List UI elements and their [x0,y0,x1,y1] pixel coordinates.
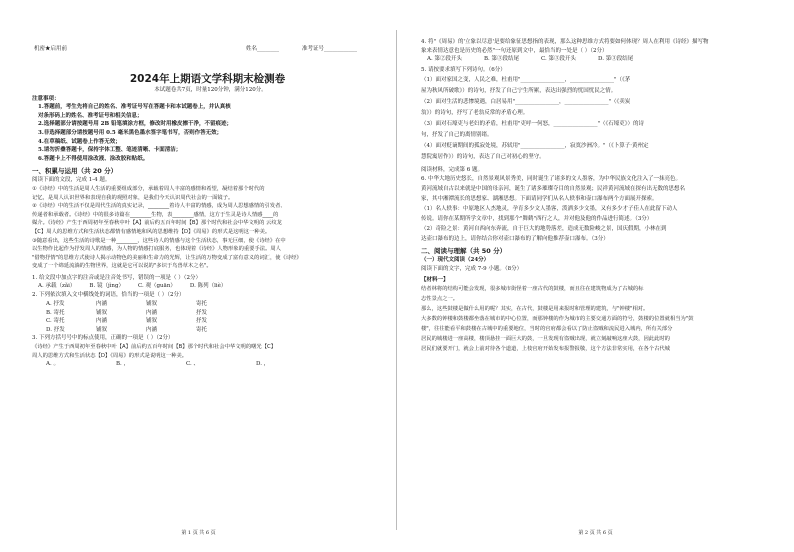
q5-line: （3）面对石壕吏与老妇的矛盾，杜甫用"吏呼一何怒，________________"（《石壕吏》）的诗 [421,120,645,127]
q6-line: （2）奇险之景：黄河自西向东奔流，自于巨大的地势落差，造成无数险峻之景，国庆假期，小林在到 [421,226,667,233]
passage-line: 以生物作比起作为抒发周人的情感，为人物的情感打底服务，也体现着《诗经》人物形象的重要手法。周人 [32,246,281,253]
option-cell: 内涵 [146,326,158,333]
option-row[interactable] [46,326,383,335]
option-c[interactable]: C. 第③段开头 [541,56,577,63]
q3-options [46,360,383,369]
q1-options [32,282,383,291]
q6-line: 6. 中华大地历史悠长，自然景观风景秀美，同时诞生了诸多的文人墨客，为中华民族文化注入了一抹亮色。 [421,176,681,183]
q5-line: 慧院寓居作》）的诗句，表达了自己对初心的坚守。 [421,153,545,160]
q6-line: （1）名人轶事：中原地区人杰地灵，孕育多少文人墨客，泼洒多少文墨，又有多少才子佳人在此留下动人 [421,206,678,213]
note-item: 2.选择题部分请按题号用 2B 铅笔填涂方框，修改时用橡皮擦干净，不留痕迹； [38,121,233,128]
q6-line: 黄河流域自古以来就是中国的母亲河，诞生了诸多璀璨夺目的自然景观；民祥黄河流域在探有出无数的思想名 [421,186,686,193]
option-row[interactable] [46,309,383,318]
exam-number-field: 准考证号____________ [302,46,358,52]
note-item: 6.答题卡上不得使用涂改液、涂改胶和贴纸。 [38,155,149,162]
option-cell: B. 寄托 [46,309,65,316]
name-field: 姓名________ [246,46,280,52]
q6-line: 达壶口瀑布的边上，请你结合你对壶口瀑布的了解向他推荐壶口瀑布。（3分） [421,236,609,243]
option-cell: 内涵 [96,301,108,308]
option-b[interactable]: B. 镜（jìng） [89,283,124,290]
q4-options [421,55,774,64]
note-item: 4.在草稿纸、试题卷上作答无效； [38,138,121,145]
question-1: 1. 给文段中加点字的注音或是注音处书写，错误的一项是（ ）（2分） [32,274,201,281]
question-5: 5. 请按要求填写下列诗句。（6分） [421,67,506,74]
q6-line: 传说。请你在某期所学文章中，找到那个"舞鹤"西行之人，并对他及他的作品进行简述。（3分） [421,216,653,223]
question-6 [421,174,774,244]
option-cell: 内涵 [96,318,108,325]
subsection-heading: （一）现代文阅读（24分） [421,257,490,264]
option-a[interactable]: A. 承载（zǎi） [38,283,76,290]
note-item: 5.请勿折叠答题卡，保持字体工整、笔迹清晰、卡面清洁； [38,147,182,154]
q2-options [32,300,383,334]
q5-items [421,75,774,163]
passage-line: 变成了一个绵延流淌的生物世界，这就是它可以说的"多识于鸟兽草木之名"。 [32,263,212,270]
passage-line: 大多数的钟楼和鼓楼都坐落在城市的中心位置，而那钟楼的作为城市的主要交通方面的符号，鼓楼的位置就相当为"鼓 [421,316,694,323]
exam-title: 2024年上期语文学科期末检测卷 [129,73,286,85]
option-cell: 铺叙 [96,309,108,316]
note-item: 对条形码上的姓名、准考证号和相关信息； [38,112,143,119]
q5-line: （1）面对家国之变，人民之难，杜甫用"________________，________________"（《茅 [421,76,631,83]
option-cell: 寄托 [196,301,208,308]
option-d[interactable]: D. ， [256,361,270,368]
right-page [397,0,794,552]
passage-line: 那么，这些鼓楼是做什么用的呢？其实，在古代，鼓楼是用来报时和管理的建筑，与"钟楼"相对。 [421,306,649,313]
q5-line: 翁》）的诗句，抒写了老翁反常的矛盾心理。 [421,109,529,116]
note-item: 3.非选择题部分请按题号用 0.5 毫米黑色墨水签字笔书写，否则作答无效； [38,129,223,136]
q5-line: （2）面对生活的悲惨境遇，白居易用"________________，________________"（《卖炭 [421,98,631,105]
passage-line: "借物抒情"的思维方式使诗人揭示动物色的美丽和生命力的光辉，让生活的万物变成了富有意义的词汇，使《诗经》 [32,254,302,261]
question-4-line: 象来表情达意也是历史的必然"一句还原到文中，最恰当的一处是（ ）（2分） [421,47,608,54]
option-c[interactable]: C. 、 [186,361,200,368]
option-b[interactable]: B. ， [116,361,130,368]
passage-line: ③随意看出，这些生活的诗歌是一种________，这些诗人的情感与这个生活状态，事无巨细，使《诗经》在中 [32,237,286,244]
option-cell: A. 抒发 [46,301,65,308]
page-number: 第 1 页 共 6 页 [181,530,216,536]
secret-mark: 机密★启用前 [34,46,68,52]
passage-line: ①《诗经》中的生活是周人生活的重要组成部分，承载着周人丰富的感情和希望，凝结着那个时代的 [32,185,265,192]
option-b[interactable]: B. 第③段结尾 [483,56,520,63]
option-cell: D. 抒发 [46,326,65,333]
reading-intro: 阅读下面的文字，完成 7-9 小题。（8分） [421,265,523,272]
option-cell: 抒发 [196,318,208,325]
passage-line: 居民们就要开门，就会上前对待各个道道，上枝官府开始发布报警报敬，这个方法非常实用，在各个古代城 [421,346,670,353]
option-c[interactable]: C. 观（guān） [137,283,176,290]
material-passage [421,284,774,354]
question-4-line: 4. 将"《周易》的'立象以尽意'是要给象征思想指的表现，那么这种思维方式将要如何体现？周人在利用《诗经》描写物 [421,39,709,45]
option-d[interactable]: D. 陈列（liè） [189,283,227,290]
q3-text-line: 《诗经》产生于西周初年至春秋中叶【A】前后约五百年时间【B】那个时代和社会中华文明的曙光【C】 [32,344,277,351]
option-cell: C. 寄托 [46,318,65,325]
q5-line: 屋为秋风所破歌》）的诗句，抒发了自己宁生所累，表达出强烈的忧国忧民之情。 [421,87,617,94]
q5-line: 句，抒发了自己的离情别绪。 [421,131,493,138]
notes-list [32,103,383,163]
passage-line: 传递者和承载者。《诗经》中的很多诗篇在________生物，表________感情，这方于生灵是诗人情感____的 [32,211,279,218]
option-a[interactable]: A. 。 [46,361,59,368]
passage-line: 志性景点之一。 [421,296,459,303]
q3-text-line: 周人的思维方式和生活状态【D】《周易》的形式是说明这一种美。 [32,352,188,359]
option-cell: 铺叙 [146,301,158,308]
section-heading: 一、积累与运用（共 20 分） [32,167,118,176]
q5-line: （4）面对贬谪期间的孤寂处境，苏轼用"________________，寂寞沙洲冷。"（《卜算子·黄州定 [421,142,649,149]
reading-intro: 阅读材料，完成第 6 题。 [421,166,483,173]
reading-intro: 阅读下面的文段，完成 1-4 题。 [32,177,111,184]
passage-line: 结者林将的结构可能会发现，很多城市街怪着一座古代的鼓楼，而且往在建筑物成为了古城的标 [421,286,644,293]
material-label: 【材料一】 [421,276,449,283]
passage-line: 居民的城楼进一座高楼，楼顶悬挂一面巨大的鼓，一旦发现有盗贼出现，就立刻敲响这座大鼓，因此此时的 [421,336,670,343]
option-cell: 抒发 [196,309,208,316]
passage-line: 媒介。《诗经》产生于西周初年至春秋中叶【A】前后约五百年时间【B】那个时代和社会中华文明的 云纹龙 [32,220,282,227]
section-heading: 二、阅读与理解（共 50 分） [421,247,507,256]
option-row[interactable] [46,300,383,309]
exam-meta: 本试题卷共7页，时量120分钟，满分120分。 [154,87,267,93]
passage [32,185,383,271]
notes-heading: 注意事项： [32,95,60,102]
option-cell: 寄托 [196,326,208,333]
option-a[interactable]: A. 第②段开头 [427,56,462,63]
option-cell: 铺叙 [146,318,158,325]
page-number: 第 2 页 共 6 页 [578,530,613,536]
passage-line: 楼"，往往能看平和鼓楼在古城中的重要地位，当时的官府都会看以了防止盗贼和流民进入城内，所有关部分 [421,326,673,333]
q6-line: 家，其中湘潭流长的思想家、湖湘思想。下面请同学们从名人轶事和壶口瀑布两个方面展开探索。 [421,196,658,203]
passage-line: 记忆，是周人认识世界和表现自我的观照对象，是我们今天认识周代社会的一面镜子。 [32,194,234,201]
question-3: 3. 下列方括号号中的标点使用，正确的一项是（ ）（2分） [32,335,174,342]
option-d[interactable]: D. 第③段结尾 [598,56,634,63]
passage-line: 【C】周人的思维方式和生活状态都情有感情地和风的思想维持【D】《周易》的形式是这明这一种美。 [32,228,271,235]
option-cell: 内涵 [146,309,158,316]
note-item: 1.答题前，考生先将自己的姓名、准考证号写在答题卡和本试题卷上，并认真核 [38,104,231,111]
passage-line: ②《诗经》中的生活不仅是周代生活的真实记录，________着诗人丰富的情感，成为周人思想感情的引发者、 [32,203,286,210]
option-row[interactable] [46,317,383,326]
question-2: 2. 下列依次填入文中横线处的词语，恰当的一项是（ ）（2分） [32,292,185,299]
option-cell: 铺叙 [96,326,108,333]
